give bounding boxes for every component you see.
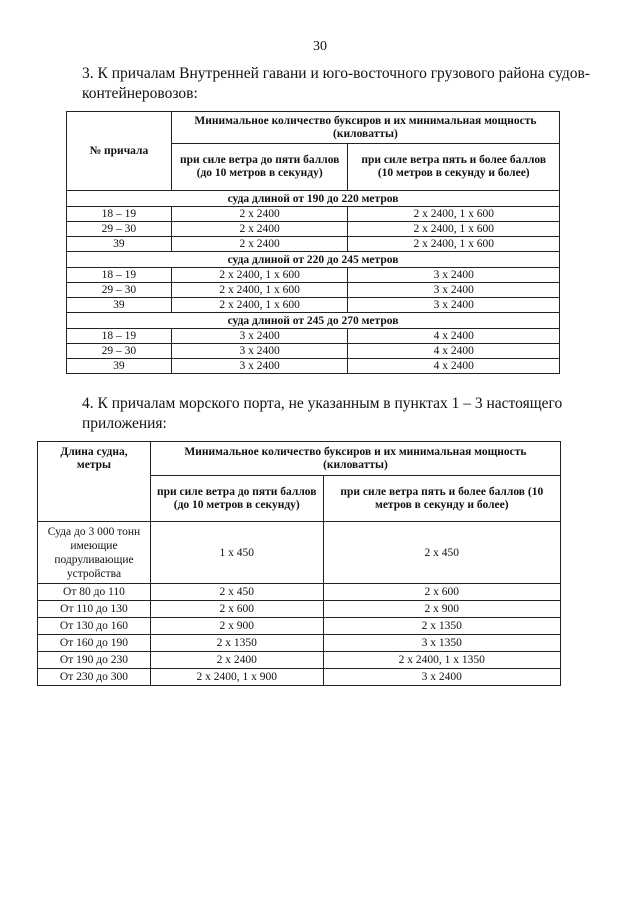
wind-high-cell: 2 х 600 (323, 584, 560, 601)
length-cell: От 130 до 160 (38, 618, 151, 635)
berth-cell: 18 – 19 (67, 329, 172, 344)
wind-high-cell: 2 х 900 (323, 601, 560, 618)
berth-cell: 18 – 19 (67, 207, 172, 222)
table-row (67, 268, 560, 283)
wind-high-cell: 4 х 2400 (348, 359, 560, 374)
wind-high-cell: 3 х 2400 (348, 298, 560, 313)
group-row (67, 191, 560, 207)
wind-high-cell: 2 х 2400, 1 х 600 (348, 237, 560, 252)
header-main: Минимальное количество буксиров и их минимальная мощность (киловатты) (150, 442, 560, 476)
wind-low-cell: 3 х 2400 (171, 359, 348, 374)
length-tug-table (37, 441, 561, 686)
header-berth: № причала (67, 112, 172, 191)
section-4-text: 4. К причалам морского порта, не указанным в пунктах 1 – 3 настоящего приложения: (82, 395, 563, 432)
wind-low-cell: 2 х 2400, 1 х 900 (150, 669, 323, 686)
table-row (67, 359, 560, 374)
length-cell: От 230 до 300 (38, 669, 151, 686)
wind-low-cell: 2 х 2400 (171, 222, 348, 237)
wind-high-cell: 3 х 2400 (348, 283, 560, 298)
table-row (38, 669, 561, 686)
wind-low-cell: 3 х 2400 (171, 329, 348, 344)
table-row (67, 207, 560, 222)
header-wind-low: при силе ветра до пяти баллов (до 10 метров в секунду) (150, 476, 323, 522)
wind-low-cell: 1 х 450 (150, 522, 323, 584)
wind-high-cell: 2 х 2400, 1 х 1350 (323, 652, 560, 669)
header-wind-high: при силе ветра пять и более баллов (10 метров в секунду и более) (323, 476, 560, 522)
wind-high-cell: 3 х 1350 (323, 635, 560, 652)
length-cell: От 160 до 190 (38, 635, 151, 652)
wind-high-cell: 2 х 1350 (323, 618, 560, 635)
berth-cell: 29 – 30 (67, 344, 172, 359)
berth-cell: 29 – 30 (67, 222, 172, 237)
wind-low-cell: 2 х 1350 (150, 635, 323, 652)
berth-cell: 39 (67, 237, 172, 252)
header-length: Длина судна, метры (38, 442, 151, 522)
berth-tug-table (66, 111, 560, 374)
wind-high-cell: 3 х 2400 (348, 268, 560, 283)
table-row (38, 584, 561, 601)
wind-low-cell: 2 х 2400 (171, 207, 348, 222)
wind-high-cell: 4 х 2400 (348, 329, 560, 344)
table-row (38, 652, 561, 669)
wind-high-cell: 2 х 2400, 1 х 600 (348, 207, 560, 222)
section-4-heading (66, 394, 596, 434)
wind-low-cell: 2 х 2400, 1 х 600 (171, 283, 348, 298)
berth-cell: 39 (67, 298, 172, 313)
group-title: суда длиной от 220 до 245 метров (67, 252, 560, 268)
wind-low-cell: 2 х 2400 (150, 652, 323, 669)
table-row (38, 601, 561, 618)
length-cell: От 110 до 130 (38, 601, 151, 618)
table-row (38, 522, 561, 584)
table-row (67, 222, 560, 237)
group-title: суда длиной от 190 до 220 метров (67, 191, 560, 207)
table-row (67, 344, 560, 359)
header-wind-low: при силе ветра до пяти баллов (до 10 метров в секунду) (171, 144, 348, 191)
table-row (67, 283, 560, 298)
wind-low-cell: 3 х 2400 (171, 344, 348, 359)
section-3-text: 3. К причалам Внутренней гавани и юго-восточного грузового района судов-контейнеровозов: (82, 65, 590, 102)
group-row (67, 252, 560, 268)
group-row (67, 313, 560, 329)
table-row (38, 635, 561, 652)
wind-low-cell: 2 х 600 (150, 601, 323, 618)
wind-low-cell: 2 х 2400, 1 х 600 (171, 268, 348, 283)
length-cell: От 190 до 230 (38, 652, 151, 669)
group-title: суда длиной от 245 до 270 метров (67, 313, 560, 329)
berth-cell: 18 – 19 (67, 268, 172, 283)
wind-high-cell: 2 х 2400, 1 х 600 (348, 222, 560, 237)
wind-low-cell: 2 х 2400 (171, 237, 348, 252)
berth-cell: 39 (67, 359, 172, 374)
table-row (67, 237, 560, 252)
length-cell: Суда до 3 000 тонн имеющие подруливающие устройства (38, 522, 151, 584)
wind-low-cell: 2 х 450 (150, 584, 323, 601)
wind-high-cell: 2 х 450 (323, 522, 560, 584)
wind-low-cell: 2 х 900 (150, 618, 323, 635)
header-main: Минимальное количество буксиров и их минимальная мощность (киловатты) (171, 112, 559, 144)
berth-cell: 29 – 30 (67, 283, 172, 298)
table-row (38, 618, 561, 635)
wind-high-cell: 3 х 2400 (323, 669, 560, 686)
wind-high-cell: 4 х 2400 (348, 344, 560, 359)
wind-low-cell: 2 х 2400, 1 х 600 (171, 298, 348, 313)
table-row (67, 298, 560, 313)
section-3-heading (66, 64, 596, 104)
header-wind-high: при силе ветра пять и более баллов (10 метров в секунду и более) (348, 144, 560, 191)
length-cell: От 80 до 110 (38, 584, 151, 601)
table-row (67, 329, 560, 344)
page-number: 30 (313, 39, 327, 54)
